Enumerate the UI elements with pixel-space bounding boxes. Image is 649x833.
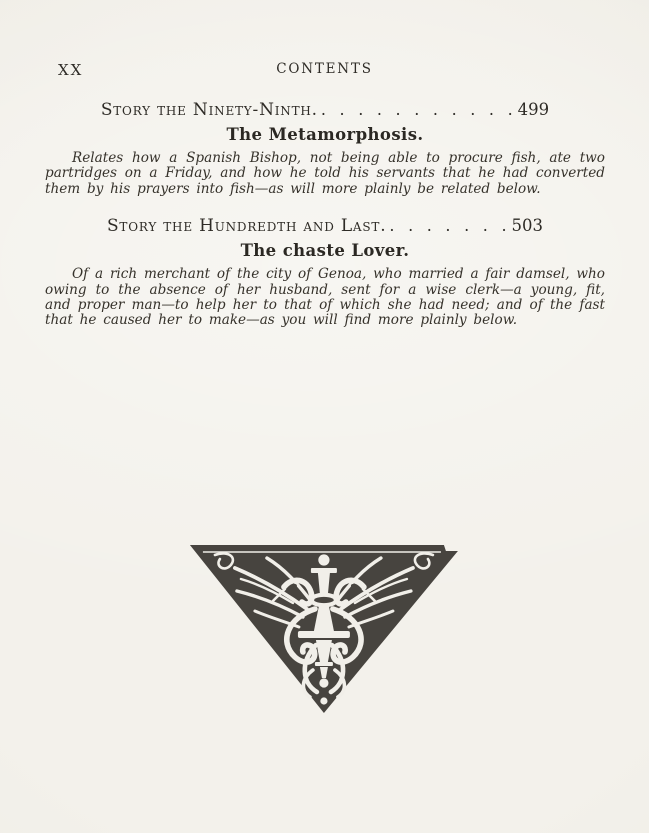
toc-entry-summary: Relates how a Spanish Bishop, not being able to procure fish, ate two partridges on a Friday, and how he told his servants that he had converted them by his prayers into fish—as will more plainly be related below. — [45, 150, 605, 197]
toc-entry-title: Story the Hundredth and Last. — [106, 216, 387, 237]
toc-entry-summary: Of a rich merchant of the city of Genoa, who married a fair damsel, who owing to the absence of her husband, sent for a wise clerk—a young, fit, and proper man—to help her to that of which she had need; and of the fast that he caused her to make—as you will find more plainly below. — [45, 266, 605, 329]
toc-entry-title-line — [45, 100, 605, 120]
toc-entry-title-line — [45, 216, 605, 236]
dot-leader: . . . . . . . — [389, 216, 507, 236]
toc-entry-subtitle: The chaste Lover. — [240, 241, 410, 261]
toc-entry-page-number: 499 — [517, 100, 550, 119]
toc-entry — [45, 100, 605, 197]
table-of-contents — [0, 100, 649, 329]
folio-page-number: XX — [58, 61, 84, 79]
toc-entry-page-number: 503 — [511, 216, 544, 236]
running-head-title: CONTENTS — [276, 61, 373, 77]
running-head-row — [0, 0, 649, 79]
toc-entry-title: Story the Ninety-Ninth. — [100, 100, 318, 120]
toc-entry — [45, 216, 605, 329]
dot-leader: . . . . . . . . . . . — [320, 100, 513, 119]
triangular-floral-tailpiece-icon — [188, 543, 458, 715]
toc-entry-subtitle: The Metamorphosis. — [226, 125, 424, 144]
